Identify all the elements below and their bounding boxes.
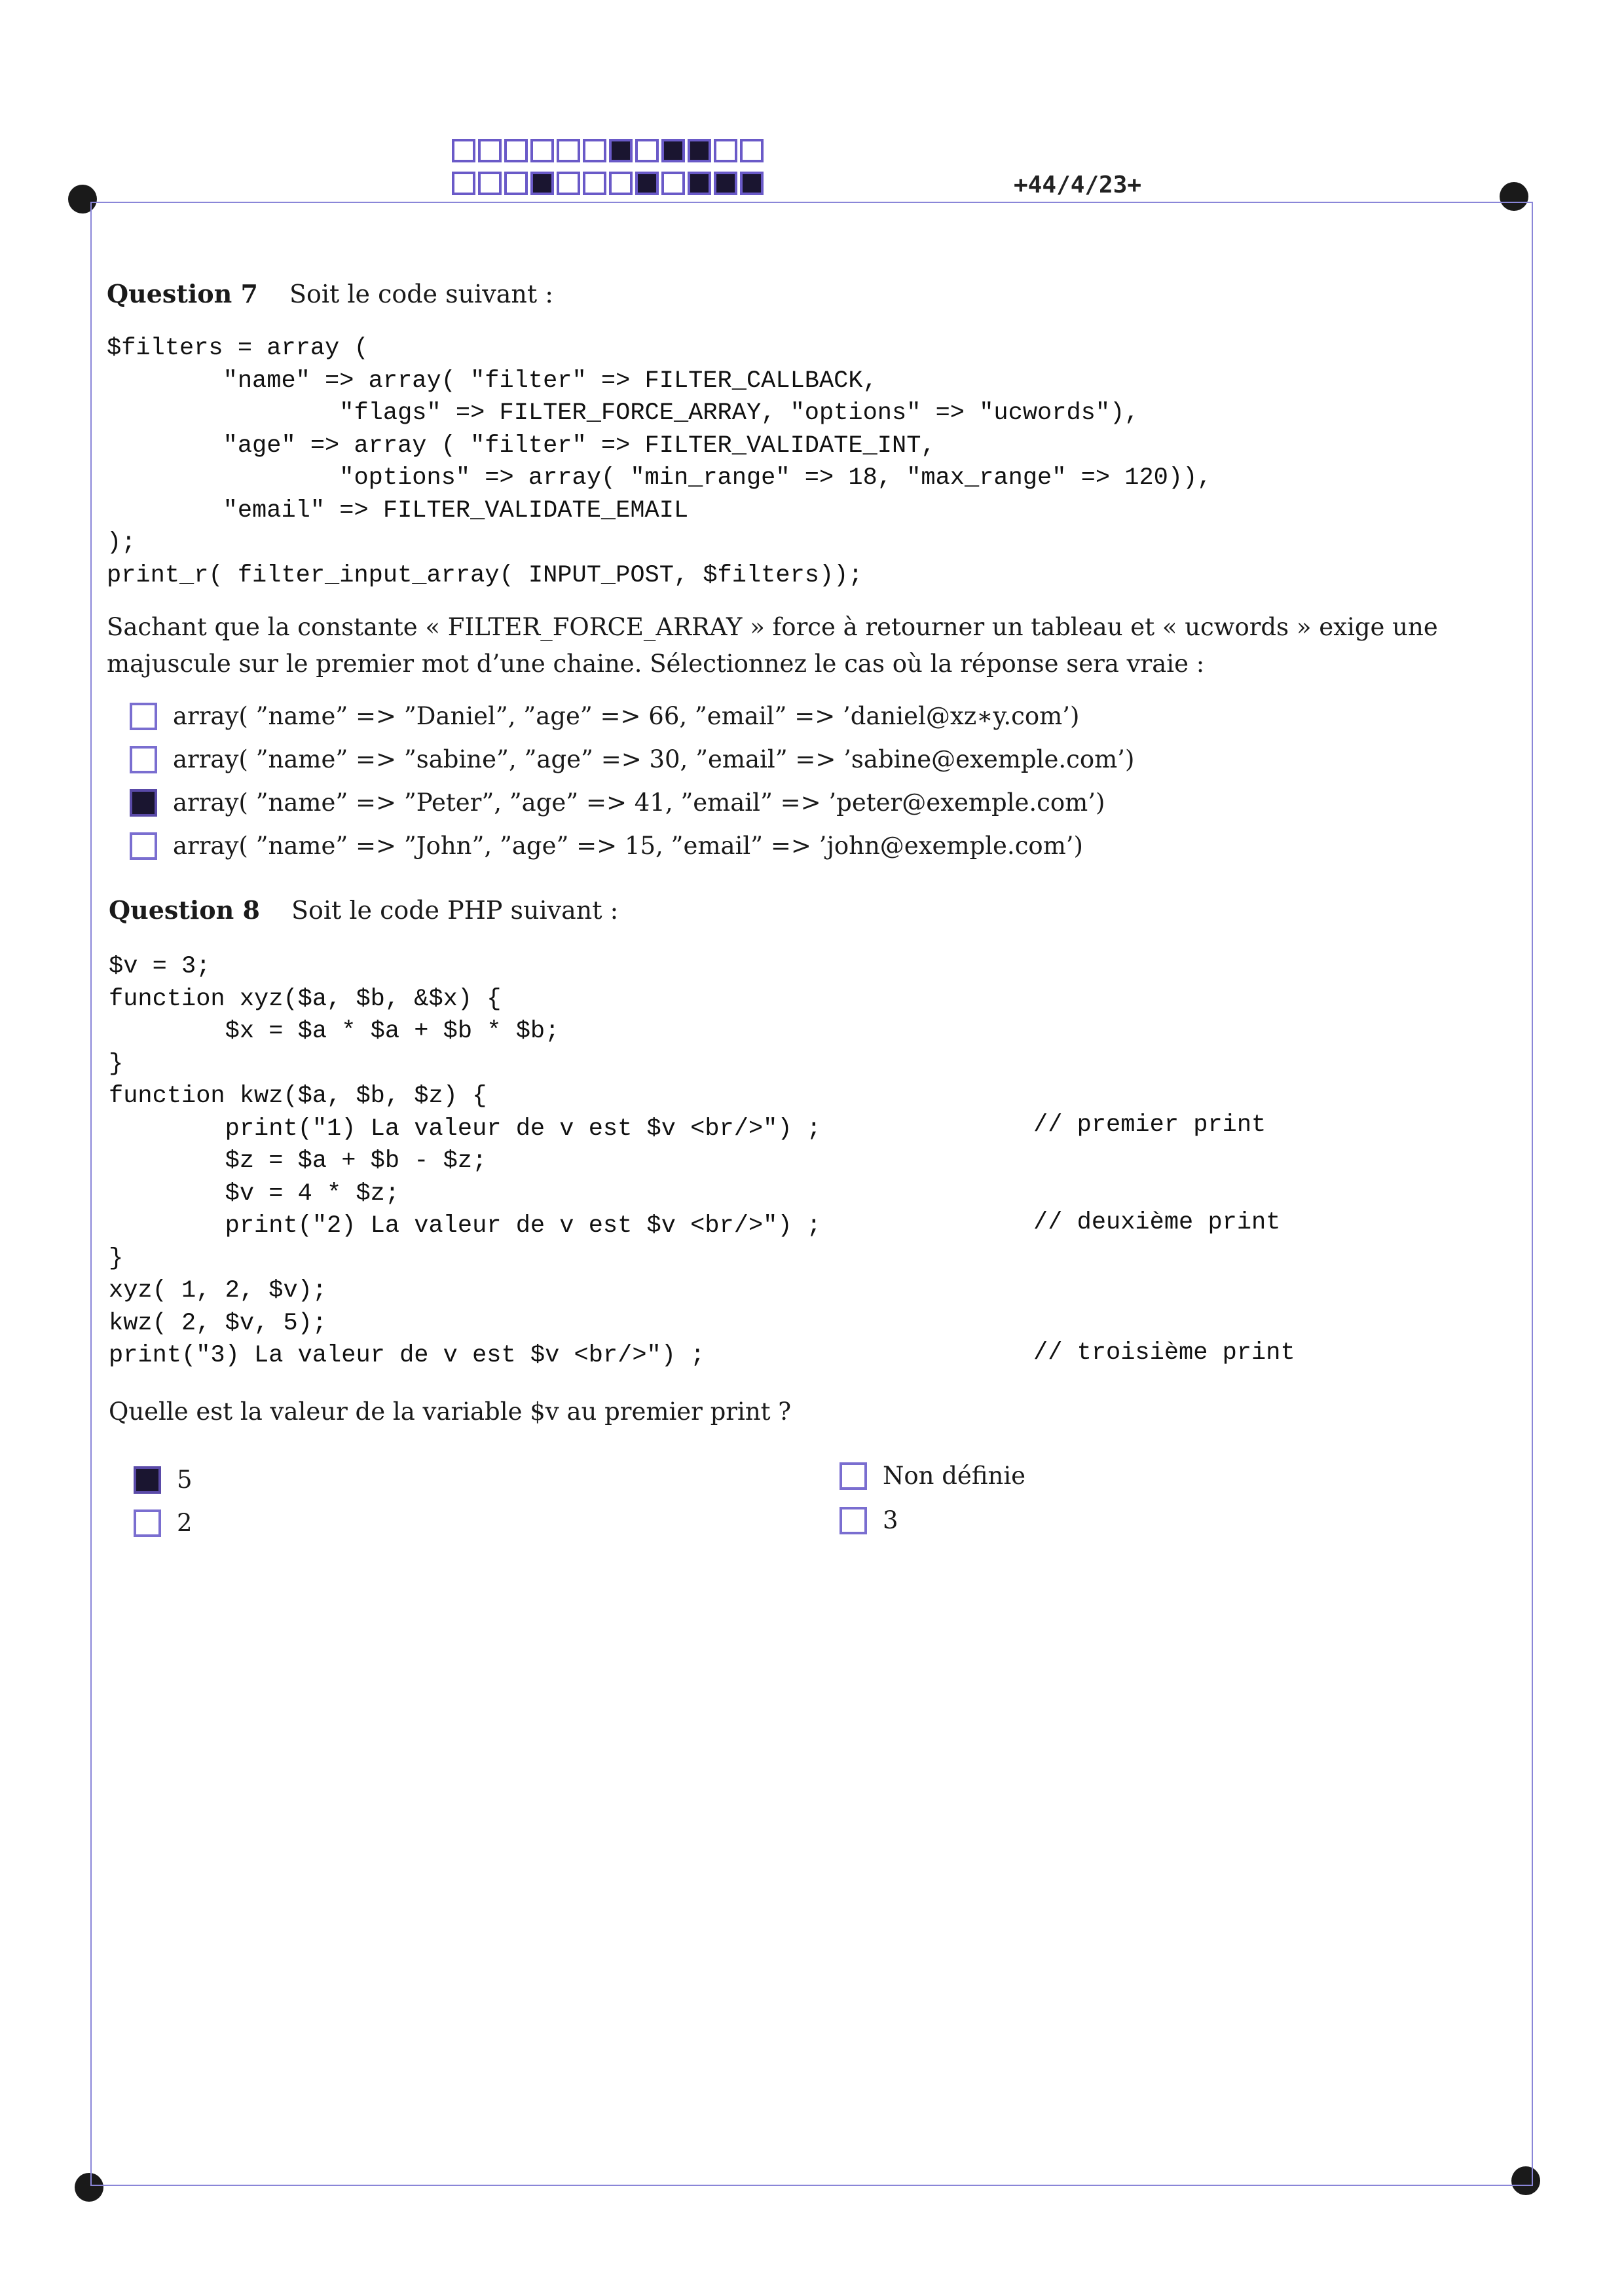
barcode-cell: [504, 172, 528, 195]
barcode-cell: [661, 139, 685, 162]
choice-label: 3: [883, 1506, 898, 1534]
barcode-cell: [530, 172, 554, 195]
barcode-cell: [740, 139, 764, 162]
choice-checkbox[interactable]: [134, 1466, 161, 1494]
choice-label: array( ”name” => ”John”, ”age” => 15, ”email” => ’john@exemple.com’): [173, 832, 1083, 860]
barcode-cell: [635, 139, 659, 162]
barcode-cell: [557, 172, 580, 195]
question-7-choice-3[interactable]: [130, 788, 1105, 817]
question-7-text: Sachant que la constante « FILTER_FORCE_ARRAY » force à retourner un tableau et « ucwords » exige une majuscule sur le premier mot d’une chaine. Sélectionnez le cas où la réponse sera vraie :: [107, 613, 1438, 678]
choice-label: array( ”name” => ”sabine”, ”age” => 30, ”email” => ’sabine@exemple.com’): [173, 745, 1135, 773]
question-8-choice-2[interactable]: [134, 1509, 193, 1537]
code-comment-troisieme: // troisième print: [1033, 1339, 1295, 1367]
question-label: Question 8: [109, 895, 260, 925]
question-8-text: Quelle est la valeur de la variable $v au premier print ?: [109, 1398, 792, 1426]
barcode-cell: [530, 139, 554, 162]
question-label: Question 7: [107, 279, 258, 308]
choice-checkbox[interactable]: [130, 789, 157, 817]
choice-checkbox[interactable]: [130, 832, 157, 860]
choice-checkbox[interactable]: [130, 746, 157, 773]
question-7-title: [107, 279, 553, 308]
question-8-choice-3[interactable]: [840, 1506, 898, 1534]
question-7-code: $filters = array ( "name" => array( "filter" => FILTER_CALLBACK, "flags" => FILTER_FORCE_ARRAY, "options" => "ucwords"), "age" => array ( "filter" => FILTER_VALIDATE_INT, "options" => array( "min_range" => 18, "max_range" => 120)), "email" => FILTER_VALIDATE_EMAIL ); print_r( filter_input_array( INPUT_POST, $filters));: [107, 335, 1212, 589]
choice-label: Non définie: [883, 1462, 1026, 1490]
choice-checkbox[interactable]: [130, 703, 157, 730]
choice-checkbox[interactable]: [840, 1507, 867, 1534]
barcode-cell: [478, 172, 502, 195]
barcode-cell: [714, 139, 737, 162]
question-8-title: [109, 895, 618, 925]
barcode-row-1: [452, 139, 766, 162]
question-7-choice-2[interactable]: [130, 745, 1134, 773]
barcode-cell: [688, 139, 711, 162]
choice-checkbox[interactable]: [134, 1509, 161, 1537]
barcode-cell: [635, 172, 659, 195]
barcode-cell: [452, 172, 475, 195]
barcode-cell: [740, 172, 764, 195]
choice-label: array( ”name” => ”Daniel”, ”age” => 66, ”email” => ’daniel@xz∗y.com’): [173, 702, 1080, 730]
barcode-cell: [714, 172, 737, 195]
barcode-cell: [478, 139, 502, 162]
barcode-cell: [583, 139, 606, 162]
barcode-cell: [583, 172, 606, 195]
choice-label: array( ”name” => ”Peter”, ”age” => 41, ”email” => ’peter@exemple.com’): [173, 788, 1105, 817]
choice-label: 5: [177, 1466, 193, 1494]
barcode-cell: [661, 172, 685, 195]
barcode-cell: [452, 139, 475, 162]
barcode-row-2: [452, 172, 766, 195]
question-8-choice-non-definie[interactable]: [840, 1462, 1025, 1490]
barcode-cell: [609, 172, 633, 195]
barcode-cell: [504, 139, 528, 162]
exam-id: +44/4/23+: [1014, 172, 1142, 198]
barcode-cell: [609, 139, 633, 162]
barcode-cell: [557, 139, 580, 162]
question-prompt: Soit le code suivant :: [289, 280, 554, 308]
question-7-choice-1[interactable]: [130, 702, 1079, 730]
barcode-cell: [688, 172, 711, 195]
question-8-code: $v = 3; function xyz($a, $b, &$x) { $x = $a * $a + $b * $b; } function kwz($a, $b, $z) { print("1) La valeur de v est $v <br/>") ; $z = $a + $b - $z; $v = 4 * $z; print("2) La valeur de v est $v <br/>") ; } xyz( 1, 2, $v); kwz( 2, $v, 5); print("3) La valeur de v est $v <br/>") ;: [109, 953, 821, 1369]
question-8-choice-5[interactable]: [134, 1466, 193, 1494]
question-prompt: Soit le code PHP suivant :: [291, 896, 619, 925]
code-comment-premier: // premier print: [1033, 1111, 1266, 1139]
choice-checkbox[interactable]: [840, 1462, 867, 1490]
choice-label: 2: [177, 1509, 193, 1537]
code-comment-deuxieme: // deuxième print: [1033, 1209, 1281, 1236]
question-7-choice-4[interactable]: [130, 832, 1083, 860]
